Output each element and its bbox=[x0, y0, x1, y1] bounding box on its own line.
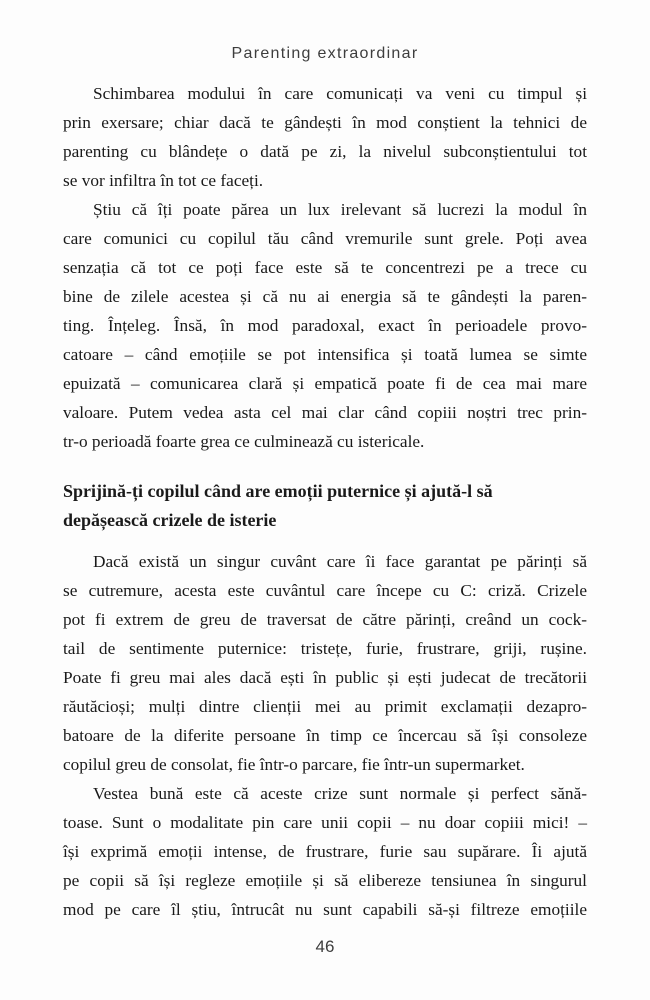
page-number: 46 bbox=[315, 937, 335, 956]
text-line: tr-o perioadă foarte grea ce culminează cu istericale. bbox=[63, 432, 425, 451]
text-line: catoare – când emoțiile se pot intensifica și toată lumea se simte bbox=[63, 345, 587, 364]
text-line: Vestea bună este că aceste crize sunt normale și perfect sănă- bbox=[93, 784, 587, 803]
text-line: răutăcioși; mulți dintre clienții mei au primit exclamații dezapro- bbox=[63, 697, 587, 716]
text-line: batoare de la diferite persoane în timp ce încercau să își consoleze bbox=[63, 726, 587, 745]
text-line: se vor infiltra în tot ce faceți. bbox=[63, 171, 264, 190]
text-line: Schimbarea modului în care comunicați va veni cu timpul și bbox=[93, 84, 587, 103]
text-line: Dacă există un singur cuvânt care îi face garantat pe părinți să bbox=[93, 552, 587, 571]
text-line: bine de zilele acestea și că nu ai energia să te gândești la paren- bbox=[63, 287, 587, 306]
text-line: parenting cu blândețe o dată pe zi, la nivelul subconștientului tot bbox=[63, 142, 587, 161]
text-line: care comunici cu copilul tău când vremurile sunt grele. Poți avea bbox=[63, 229, 587, 248]
paragraph bbox=[63, 779, 587, 924]
text-line: tail de sentimente puternice: tristețe, furie, frustrare, griji, rușine. bbox=[63, 639, 587, 658]
text-body bbox=[63, 79, 587, 924]
text-line: pe copii să își regleze emoțiile și să elibereze tensiunea în singurul bbox=[63, 871, 587, 890]
text-line: Sprijină-ți copilul când are emoții puternice și ajută-l să bbox=[63, 481, 493, 501]
text-line: valoare. Putem vedea asta cel mai clar când copiii noștri trec prin- bbox=[63, 403, 587, 422]
text-line: copilul greu de consolat, fie într-o parcare, fie într-un supermarket. bbox=[63, 755, 525, 774]
paragraph bbox=[63, 79, 587, 195]
text-line: toase. Sunt o modalitate pin care unii copii – nu doar copiii mici! – bbox=[63, 813, 587, 832]
paragraph bbox=[63, 547, 587, 779]
text-line: pot fi extrem de greu de traversat de către părinți, creând un cock- bbox=[63, 610, 587, 629]
text-line: se cutremure, acesta este cuvântul care începe cu C: criză. Crizele bbox=[63, 581, 587, 600]
text-line: depășească crizele de isterie bbox=[63, 510, 277, 530]
text-line: mod pe care îl știu, întrucât nu sunt capabili să-și filtreze emoțiile bbox=[63, 900, 587, 919]
paragraph bbox=[63, 195, 587, 456]
text-line: ting. Înțeleg. Însă, în mod paradoxal, exact în perioadele provo- bbox=[63, 316, 587, 335]
running-header: Parenting extraordinar bbox=[231, 45, 419, 62]
text-line: Știu că îți poate părea un lux irelevant să lucrezi la modul în bbox=[93, 200, 587, 219]
text-line: își exprimă emoții intense, de frustrare, furie sau supărare. Îi ajută bbox=[63, 842, 587, 861]
text-line: epuizată – comunicarea clară și empatică poate fi de cea mai mare bbox=[63, 374, 587, 393]
text-line: prin exersare; chiar dacă te gândești în mod conștient la tehnici de bbox=[63, 113, 587, 132]
text-line: Poate fi greu mai ales dacă ești în public și ești judecat de trecătorii bbox=[63, 668, 587, 687]
section-heading bbox=[63, 477, 587, 535]
text-line: senzația că tot ce poți face este să te concentrezi pe a trece cu bbox=[63, 258, 587, 277]
